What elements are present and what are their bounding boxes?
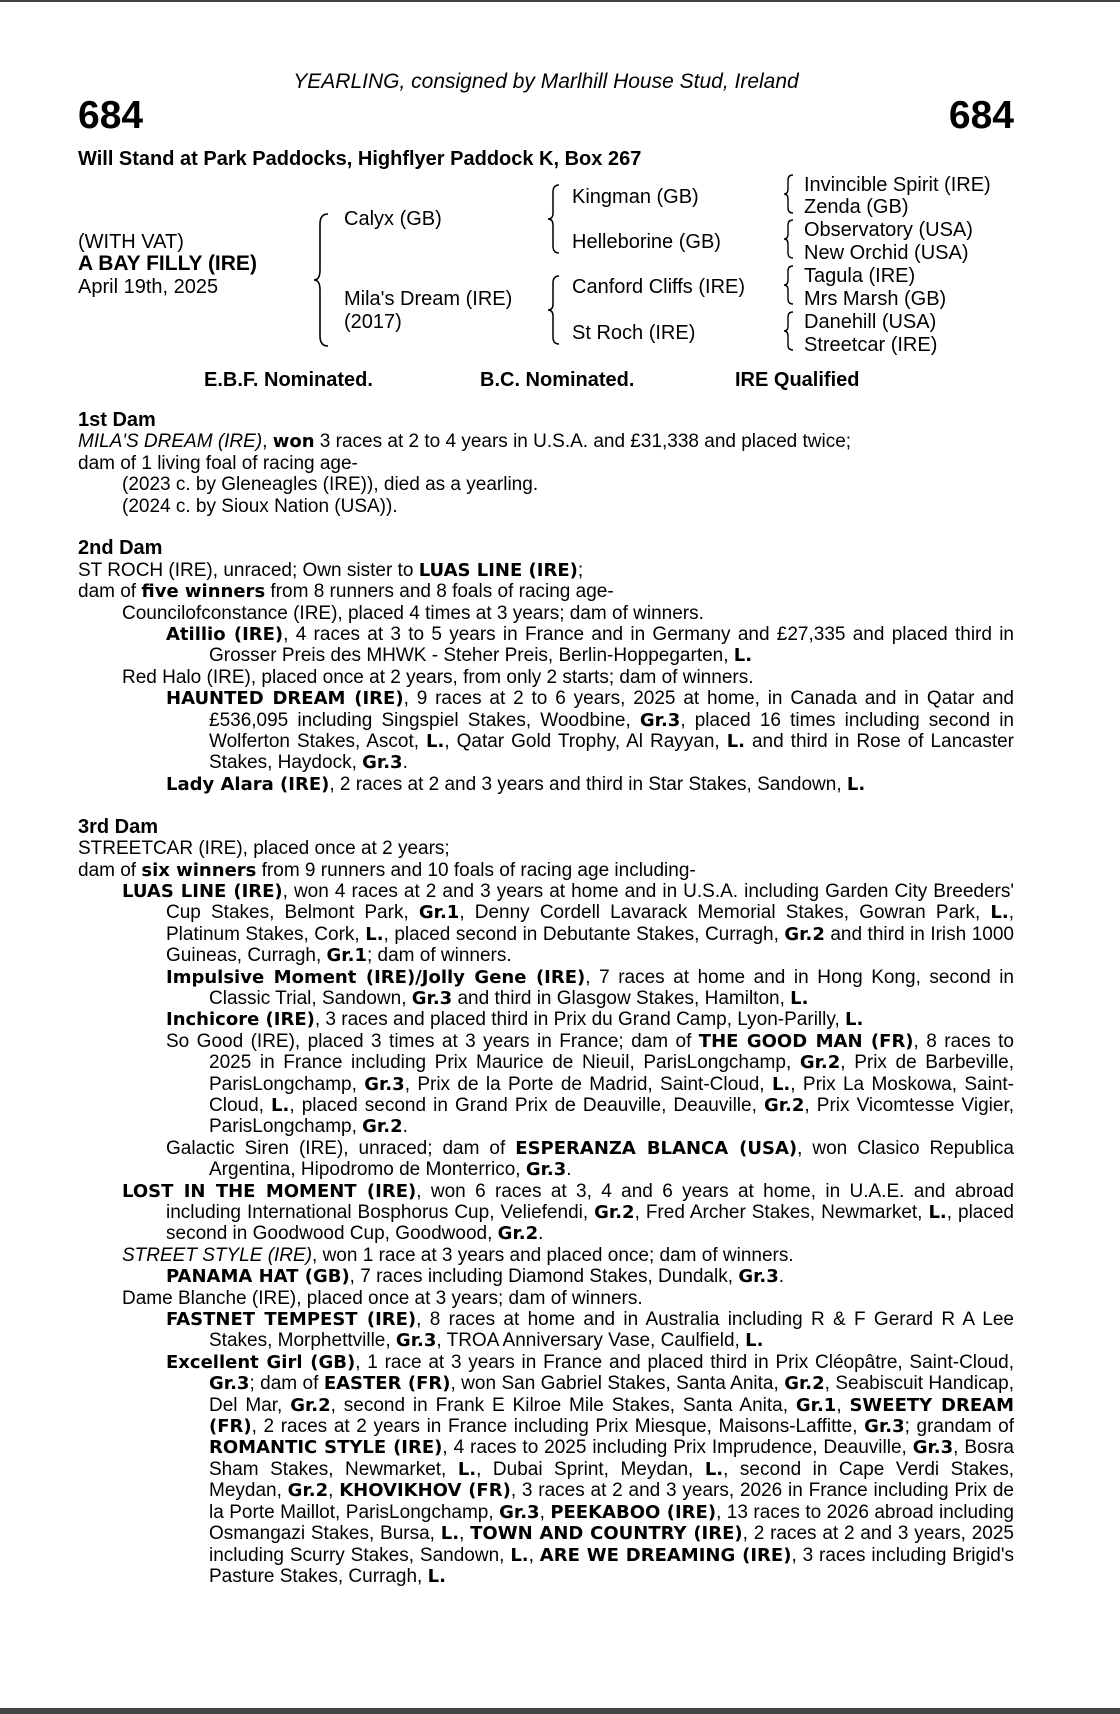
lot-number-left: 684 <box>78 94 144 137</box>
so-good: So Good (IRE), placed 3 times at 3 years in France; dam of THE GOOD MAN (FR), 8 races to 2025 in France including Prix Maurice de Nieuil, ParisLongchamp, Gr.2, Prix de Barbeville, ParisLongchamp, Gr.3, Prix de la Porte de Madrid, Saint-Cloud, L., Prix La Moskowa, Saint-Cloud, L., placed second in Grand Prix de Deauville, Deauville, Gr.2, Prix Vicomtesse Vigier, ParisLongchamp, Gr.2. <box>166 1030 1015 1138</box>
ggp-1: Invincible Spirit (IRE) <box>804 174 991 196</box>
third-dam-line: STREETCAR (IRE), placed once at 2 years; <box>78 838 450 860</box>
lot-number-right: 684 <box>948 94 1014 137</box>
stand-info: Will Stand at Park Paddocks, Highflyer Paddock K, Box 267 <box>78 148 642 170</box>
councilofconstance: Councilofconstance (IRE), placed 4 times at 3 years; dam of winners. <box>122 602 704 624</box>
ggp-8: Streetcar (IRE) <box>804 334 938 356</box>
bc-nomination: B.C. Nominated. <box>480 369 635 391</box>
first-dam-line: MILA'S DREAM (IRE), won 3 races at 2 to 4 years in U.S.A. and £31,338 and placed twice; <box>78 431 852 453</box>
dam-dam: St Roch (IRE) <box>572 322 696 344</box>
pedigree-brace-main <box>312 212 332 348</box>
galactic-siren: Galactic Siren (IRE), unraced; dam of ESPERANZA BLANCA (USA), won Clasico Republica Argentina, Hipodromo de Monterrico, Gr.3. <box>166 1137 1015 1181</box>
ggp-3: Observatory (USA) <box>804 219 973 241</box>
excellent-girl: Excellent Girl (GB), 1 race at 3 years in France and placed third in Prix Cléopâtre, Saint-Cloud, Gr.3; dam of EASTER (FR), won San Gabriel Stakes, Santa Anita, Gr.2, Seabiscuit Handicap, Del Mar, Gr.2, second in Frank E Kilroe Mile Stakes, Santa Anita, Gr.1, SWEETY DREAM (FR), 2 races at 2 years in France including Prix Miesque, Maisons-Laffitte, Gr.3; grandam of ROMANTIC STYLE (IRE), 4 races to 2025 including Prix Imprudence, Deauville, Gr.3, Bosra Sham Stakes, Newmarket, L., Dubai Sprint, Meydan, L., second in Cape Verdi Stakes, Meydan, Gr.2, KHOVIKHOV (FR), 3 races at 2 and 3 years, 2026 in France including Prix de la Porte Maillot, ParisLongchamp, Gr.3, PEEKABOO (IRE), 13 races to 2026 abroad including Osmangazi Stakes, Bursa, L., TOWN AND COUNTRY (IRE), 2 races at 2 and 3 years, 2025 including Scurry Stakes, Sandown, L., ARE WE DREAMING (IRE), 3 races including Brigid's Pasture Stakes, Curragh, L. <box>166 1351 1015 1587</box>
pedigree-brace-g1 <box>782 173 796 215</box>
vat-note: (WITH VAT) <box>78 231 184 253</box>
sire-dam: Helleborine (GB) <box>572 231 721 253</box>
street-style: STREET STYLE (IRE), won 1 race at 3 years and placed once; dam of winners. <box>122 1244 794 1266</box>
ggp-4: New Orchid (USA) <box>804 242 969 264</box>
second-dam-line: ST ROCH (IRE), unraced; Own sister to LUAS LINE (IRE); <box>78 559 584 581</box>
dam-year: (2017) <box>344 311 402 333</box>
red-halo: Red Halo (IRE), placed once at 2 years, from only 2 starts; dam of winners. <box>122 666 754 688</box>
second-dam-line-2: dam of five winners from 8 runners and 8 foals of racing age- <box>78 581 614 603</box>
pedigree-brace-g3 <box>782 264 796 306</box>
atillio: Atillio (IRE), 4 races at 3 to 5 years in France and in Germany and £27,335 and placed third in Grosser Preis des MHWK - Steher Preis, Berlin-Hoppegarten, L. <box>166 624 1014 667</box>
horse-name: A BAY FILLY (IRE) <box>78 252 257 275</box>
ggp-2: Zenda (GB) <box>804 196 909 218</box>
produce-2024: (2024 c. by Sioux Nation (USA)). <box>122 495 398 517</box>
pedigree-brace-sire <box>546 183 562 255</box>
first-dam-heading: 1st Dam <box>78 409 156 431</box>
produce-record <box>78 410 1014 1587</box>
produce-2023: (2023 c. by Gleneagles (IRE)), died as a yearling. <box>122 474 539 496</box>
third-dam-line-2: dam of six winners from 9 runners and 10 foals of racing age including- <box>78 859 696 881</box>
ggp-6: Mrs Marsh (GB) <box>804 288 947 310</box>
haunted-dream: HAUNTED DREAM (IRE), 9 races at 2 to 6 years, 2025 at home, in Canada and in Qatar and £536,095 including Singspiel Stakes, Woodbine, Gr.3, placed 16 times including second in Wolferton Stakes, Ascot, L., Qatar Gold Trophy, Al Rayyan, L. and third in Rose of Lancaster Stakes, Haydock, Gr.3. <box>166 688 1014 774</box>
pedigree-brace-g4 <box>782 310 796 352</box>
third-dam-heading: 3rd Dam <box>78 815 159 838</box>
lady-alara: Lady Alara (IRE), 2 races at 2 and 3 years and third in Star Stakes, Sandown, L. <box>166 773 866 795</box>
ebf-nomination: E.B.F. Nominated. <box>204 369 373 391</box>
luas-line: LUAS LINE (IRE), won 4 races at 2 and 3 years at home and in U.S.A. including Garden City Breeders' Cup Stakes, Belmont Park, Gr.1, Denny Cordell Lavarack Memorial Stakes, Gowran Park, L., Platinum Stakes, Cork, L., placed second in Debutante Stakes, Curragh, Gr.2 and third in Irish 1000 Guineas, Curragh, Gr.1; dam of winners. <box>122 880 1015 967</box>
foaling-date: April 19th, 2025 <box>78 276 219 298</box>
ggp-5: Tagula (IRE) <box>804 265 916 287</box>
consignment-line: YEARLING, consigned by Marlhill House Stud, Ireland <box>293 70 799 93</box>
inchicore: Inchicore (IRE), 3 races and placed third in Prix du Grand Camp, Lyon-Parilly, L. <box>166 1009 864 1031</box>
dam-sire: Canford Cliffs (IRE) <box>572 276 746 298</box>
impulsive-moment: Impulsive Moment (IRE)/Jolly Gene (IRE), 7 races at home and in Hong Kong, second in Classic Trial, Sandown, Gr.3 and third in Glasgow Stakes, Hamilton, L. <box>166 966 1014 1009</box>
panama-hat: PANAMA HAT (GB), 7 races including Diamond Stakes, Dundalk, Gr.3. <box>166 1266 785 1288</box>
dame-blanche: Dame Blanche (IRE), placed once at 3 years; dam of winners. <box>122 1287 643 1309</box>
dam: Mila's Dream (IRE) <box>344 288 513 310</box>
ggp-7: Danehill (USA) <box>804 311 937 333</box>
sire-sire: Kingman (GB) <box>572 186 699 208</box>
sire: Calyx (GB) <box>344 208 442 230</box>
lost-in-the-moment: LOST IN THE MOMENT (IRE), won 6 races at 3, 4 and 6 years at home, in U.A.E. and abroad including International Bosphorus Cup, Veliefendi, Gr.2, Fred Archer Stakes, Newmarket, L., placed second in Goodwood Cup, Goodwood, Gr.2. <box>122 1180 1014 1245</box>
first-dam-line-2: dam of 1 living foal of racing age- <box>78 452 358 474</box>
pedigree-brace-dam <box>546 274 562 346</box>
pedigree-brace-g2 <box>782 218 796 260</box>
ire-qualification: IRE Qualified <box>735 369 860 391</box>
fastnet-tempest: FASTNET TEMPEST (IRE), 8 races at home and in Australia including R & F Gerard R A Lee Stakes, Morphettville, Gr.3, TROA Anniversary Vase, Caulfield, L. <box>166 1309 1014 1352</box>
second-dam-heading: 2nd Dam <box>78 537 163 560</box>
bottom-border <box>0 1708 1120 1714</box>
